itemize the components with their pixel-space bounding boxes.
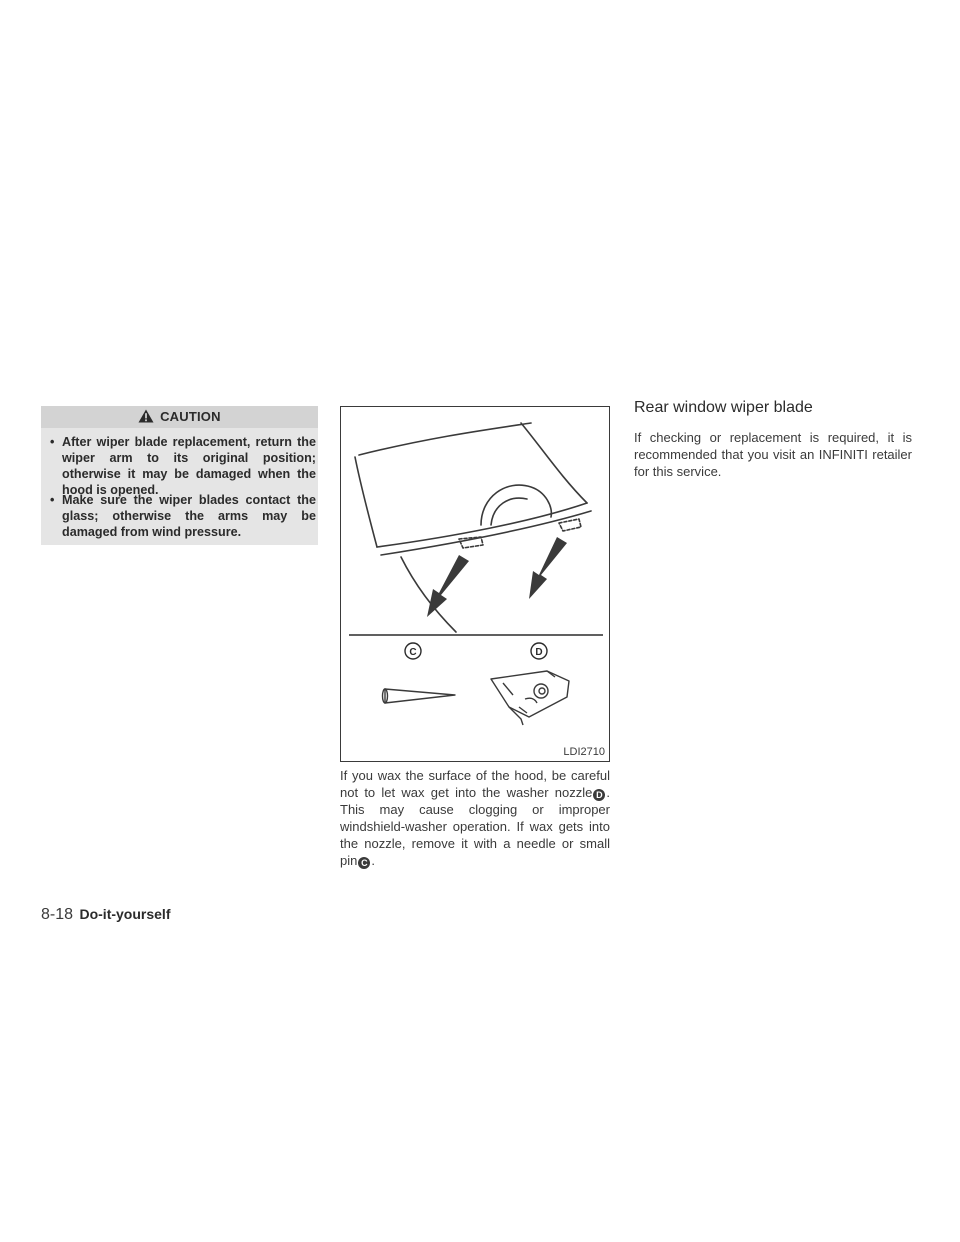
label-c: C [409,647,417,658]
figure-code: LDI2710 [563,746,605,758]
caution-bullet-text: Make sure the wiper blades contact the glass; otherwise the arms may be damaged from wind pressure. [62,493,316,539]
warning-icon [138,409,154,423]
caution-bullet-text: After wiper blade replacement, return the wiper arm to its original position; otherwise it may be damaged when the hood is opened. [62,435,316,497]
wax-text-3: . [371,853,375,868]
page-number: 8-18 [41,906,74,923]
bullet-dot: • [50,435,55,449]
wax-text-2: . This may cause clogging or improper windshield-washer operation. If wax gets into the nozzle, remove it with a needle or small pin [340,785,610,868]
windshield-top-line [359,423,531,455]
section-title: Rear window wiper blade [634,399,813,416]
page-footer [41,906,170,924]
wax-text-1: If you wax the surface of the hood, be careful not to let wax get into the washer nozzle [340,768,610,800]
windshield-side-line [355,457,377,547]
caution-bullet [50,434,316,498]
bullet-dot: • [50,493,55,507]
needle-drawing [383,689,456,703]
hood-nozzle-illustration [341,407,609,761]
footer-section-name: Do-it-yourself [79,906,171,922]
rear-section-body: If checking or replacement is required, it is recommended that you visit an INFINITI retailer for this service. [634,430,912,479]
arrow-markers [427,537,567,617]
caution-title: CAUTION [160,409,221,424]
reference-d-badge: D [593,789,605,801]
label-d: D [535,647,543,658]
caution-bullet [50,492,316,540]
reference-c-badge: C [358,857,370,869]
washer-nozzle-figure [340,406,610,762]
caution-box [41,406,318,545]
caution-title-row [41,409,318,424]
wax-paragraph [340,767,610,869]
caution-header [41,406,318,428]
nozzle-drawing [491,671,569,725]
